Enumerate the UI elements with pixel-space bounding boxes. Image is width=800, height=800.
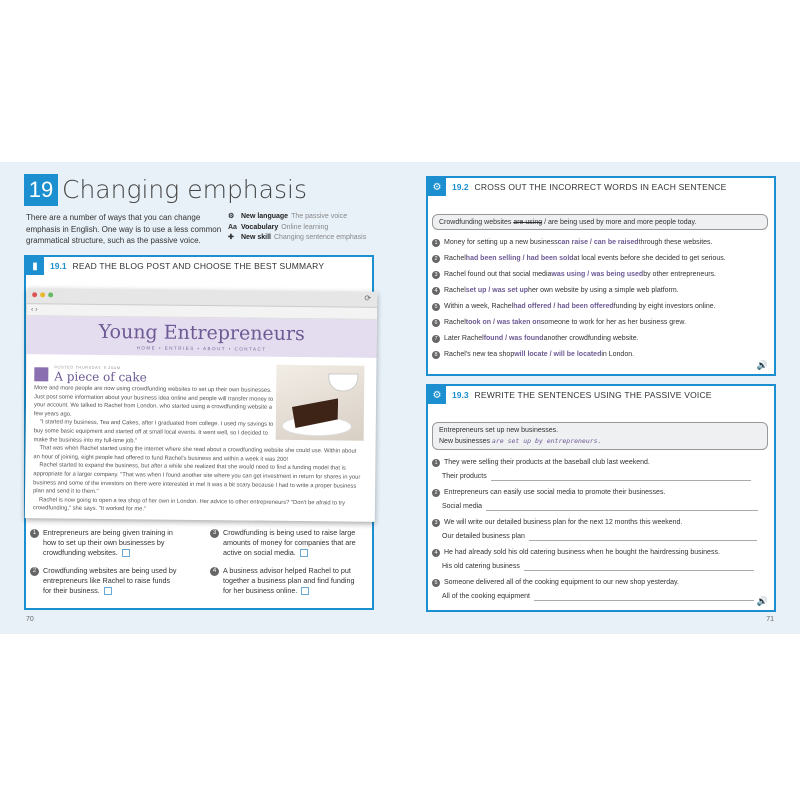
word-choice[interactable]: had offered / had been offered — [513, 303, 614, 310]
post-square-icon — [34, 367, 48, 381]
exercise-item: 1 They were selling their products at the baseball club last weekend. — [432, 458, 772, 468]
answer-line[interactable] — [491, 473, 751, 481]
gears-icon: ⚙ — [428, 386, 446, 404]
left-page — [0, 162, 400, 634]
word-choice[interactable]: will locate / will be located — [514, 351, 602, 358]
answer-row[interactable]: Our detailed business plan — [442, 532, 782, 542]
post-header — [34, 364, 147, 384]
struck-words: are using — [513, 219, 543, 226]
gears-icon: ⚙ — [428, 178, 446, 196]
example-answer: are set up by entrepreneurs. — [491, 437, 602, 445]
unit-title: Changing emphasis — [62, 175, 307, 204]
post-date: POSTED THURSDAY, 5.20AM — [54, 364, 121, 371]
exercise-item: 4 He had already sold his old catering business when he bought the hairdressing business. — [432, 548, 772, 558]
back-forward-icon: ‹ › — [30, 306, 38, 314]
exercise-item[interactable]: 8 Rachel's new tea shop will locate / will be located in London. — [432, 350, 772, 360]
maximize-dot — [48, 292, 53, 297]
summary-option[interactable]: 1 Entrepreneurs are being given training in how to set up their own businesses by crowdfunding websites. — [30, 528, 180, 558]
exercise-header: ⚙ 19.3 REWRITE THE SENTENCES USING THE PASSIVE VOICE — [428, 386, 712, 404]
right-page — [400, 162, 800, 634]
blog-site-title: Young Entrepreneurs — [98, 320, 305, 346]
example-rewrite: Entrepreneurs set up new businesses. New businesses are set up by entrepreneurs. — [432, 422, 768, 450]
summary-option[interactable]: 3 Crowdfunding is being used to raise large amounts of money for companies that are active on social media. — [210, 528, 360, 558]
answer-row[interactable]: His old catering business — [442, 562, 782, 572]
exercise-item[interactable]: 6 Rachel took on / was taken on someone to work for her as her business grew. — [432, 318, 772, 328]
exercise-item[interactable]: 4 Rachel set up / was set up her own website by using a simple web platform. — [432, 286, 772, 296]
example-sentence: Crowdfunding websites are using / are being used by more and more people today. — [432, 214, 768, 230]
audio-speaker-icon[interactable]: 🔊 — [756, 596, 768, 606]
blog-paragraph: "I started my business, Tea and Cakes, after I graduated from college. I used my savings to buy some basic equipment and started off at small local events. It went well, so I decided to make the business into my full-time job." — [33, 419, 274, 444]
answer-line[interactable] — [534, 593, 754, 601]
answer-checkbox[interactable] — [301, 587, 309, 595]
blog-nav: HOME • ENTRIES • ABOUT • CONTACT — [136, 345, 267, 352]
answer-checkbox[interactable] — [300, 549, 308, 557]
blog-body — [33, 384, 364, 516]
blog-paragraph: More and more people are now using crowdfunding websites to set up their own businesses. Just post some information about your business idea online and people will transfer money to your account. We talked to Rachel from London, who started using a crowdfunding website a few years ago. — [33, 385, 274, 418]
book-spread — [0, 162, 800, 634]
minimize-dot — [40, 292, 45, 297]
book-icon: ▮ — [26, 257, 44, 275]
unit-number: 19 — [24, 174, 58, 206]
unit-meta — [228, 212, 366, 244]
word-choice[interactable]: set up / was set up — [465, 287, 529, 294]
intro-text: There are a number of ways that you can change emphasis in English. One way is to use a less common grammatical structure, such as the passive voice. — [26, 213, 222, 245]
page-number-left: 70 — [26, 616, 34, 623]
exercise-item[interactable]: 5 Within a week, Rachel had offered / had been offered funding by eight investors online. — [432, 302, 772, 312]
close-dot — [32, 292, 37, 297]
blog-banner — [27, 316, 377, 358]
summary-option[interactable]: 2 Crowdfunding websites are being used by entrepreneurs like Rachel to raise funds for their business. — [30, 566, 180, 596]
vocabulary-icon: Aa — [228, 223, 237, 231]
meta-row: ⚙ New language The passive voice — [228, 212, 366, 223]
blog-paragraph: That was when Rachel started using the internet where she read about a crowdfunding website she could use. Within about an hour of joining, eight people had offered to fund Rachel's business and within a week it was 200! — [33, 445, 357, 463]
answer-line[interactable] — [486, 503, 758, 511]
answer-row[interactable]: All of the cooking equipment — [442, 592, 782, 602]
exercise-19-2-panel — [426, 176, 776, 376]
post-title: A piece of cake — [54, 369, 147, 385]
exercise-19-3-panel — [426, 384, 776, 612]
answer-checkbox[interactable] — [104, 587, 112, 595]
word-choice[interactable]: found / was found — [483, 335, 544, 342]
exercise-item: 5 Someone delivered all of the cooking equipment to our new shop yesterday. — [432, 578, 772, 588]
meta-row: ✚ New skill Changing sentence emphasis — [228, 233, 366, 244]
refresh-icon: ⟳ — [364, 293, 372, 303]
exercise-item[interactable]: 3 Rachel found out that social media was using / was being used by other entrepreneurs. — [432, 270, 772, 280]
answer-line[interactable] — [529, 533, 757, 541]
blog-paragraph: Rachel started to expand the business, but after a while she realized that she would need to find a funding model that is appropriate for a larger company. "That was when I found another site where you can get investment in return for shares in your business and some of the investors on there were interested in me! It was a bit scary because I had to write a proper business plan and send it to them." — [33, 462, 361, 496]
answer-row[interactable]: Social media — [442, 502, 782, 512]
exercise-header: ▮ 19.1 READ THE BLOG POST AND CHOOSE THE BEST SUMMARY — [26, 257, 324, 275]
puzzle-icon: ✚ — [228, 234, 234, 241]
answer-checkbox[interactable] — [122, 549, 130, 557]
word-choice[interactable]: had been selling / had been sold — [465, 255, 574, 262]
answer-row[interactable]: Their products — [442, 472, 782, 482]
blog-browser-window — [25, 288, 377, 522]
exercise-item: 2 Entrepreneurs can easily use social media to promote their businesses. — [432, 488, 772, 498]
answer-line[interactable] — [524, 563, 754, 571]
word-choice[interactable]: can raise / can be raised — [557, 239, 639, 246]
exercise-item[interactable]: 2 Rachel had been selling / had been sold at local events before she decided to get serious. — [432, 254, 772, 264]
word-choice[interactable]: took on / was taken on — [465, 319, 541, 326]
meta-row: Aa Vocabulary Online learning — [228, 223, 366, 234]
exercise-item: 3 We will write our detailed business plan for the next 12 months this weekend. — [432, 518, 772, 528]
blog-paragraph: Rachel is now going to open a tea shop of her own in London. Her advice to other entrepreneurs? "Don't be afraid to try crowdfunding," she says. "It worked for me." — [32, 497, 346, 513]
page-number-right: 71 — [766, 616, 774, 623]
word-choice[interactable]: was using / was being used — [551, 271, 644, 278]
exercise-item[interactable]: 7 Later Rachel found / was found another crowdfunding website. — [432, 334, 772, 344]
exercise-header: ⚙ 19.2 CROSS OUT THE INCORRECT WORDS IN EACH SENTENCE — [428, 178, 727, 196]
audio-speaker-icon[interactable]: 🔊 — [756, 360, 768, 370]
gears-icon: ⚙ — [228, 213, 235, 220]
exercise-item[interactable]: 1 Money for setting up a new business can raise / can be raised through these websites. — [432, 238, 772, 248]
summary-option[interactable]: 4 A business advisor helped Rachel to put together a business plan and find funding for her business online. — [210, 566, 360, 596]
